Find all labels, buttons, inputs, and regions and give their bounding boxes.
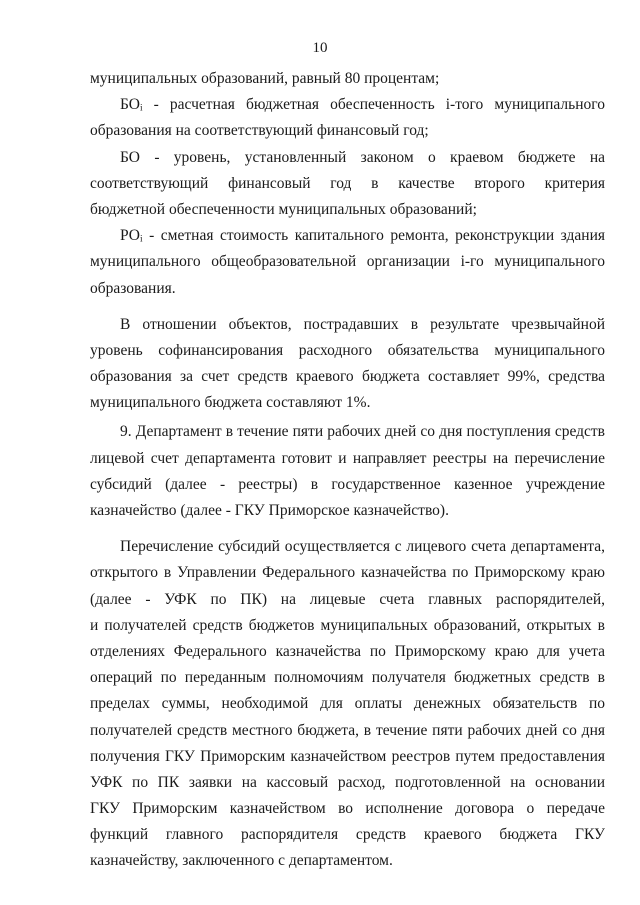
text-line: РОᵢ - сметная стоимость капитального ремонта, реконструкции здания	[120, 227, 605, 245]
document-body	[90, 66, 605, 875]
text-line: субсидий (далее - реестры) в государственное казенное учреждение	[90, 475, 605, 493]
text-line: 9. Департамент в течение пяти рабочих дней со дня поступления средств	[120, 423, 605, 441]
page-number: 10	[312, 40, 328, 56]
text-line: В отношении объектов, пострадавших в результате чрезвычайной	[120, 315, 605, 333]
paragraph-gap	[90, 524, 605, 534]
text-line: муниципального бюджета составляют 1%.	[90, 394, 371, 412]
text-line: операций по переданным полномочиям получателя бюджетных средств в	[90, 669, 605, 687]
text-line: бюджетной обеспеченности муниципальных образований;	[90, 200, 477, 218]
text-line: образования на соответствующий финансовый год;	[90, 122, 429, 140]
text-line: УФК по ПК заявки на кассовый расход, подготовленной на основании	[90, 773, 605, 791]
text-line: получения ГКУ Приморским казначейством реестров путем предоставления	[90, 747, 605, 765]
text-line: (далее - УФК по ПК) на лицевые счета главных распорядителей,	[90, 590, 605, 608]
text-line: открытого в Управлении Федерального казначейства по Приморскому краю	[90, 564, 605, 582]
paragraph-gap	[90, 302, 605, 312]
text-line: отделениях Федерального казначейства по Приморскому краю для учета	[90, 642, 605, 660]
text-line: казначейству, заключенного с департаментом.	[90, 852, 393, 870]
text-line: муниципальных образований, равный 80 процентам;	[90, 70, 440, 87]
text-line: ГКУ Приморским казначейством во исполнение договора о передаче	[90, 800, 605, 818]
text-line: муниципального общеобразовательной организации i-го муниципального	[90, 253, 605, 271]
text-line: лицевой счет департамента готовит и направляет реестры на перечисление	[90, 449, 605, 467]
text-line: соответствующий финансовый год в качестве второго критерия	[90, 174, 605, 192]
text-line: пределах суммы, необходимой для оплаты денежных обязательств по	[90, 695, 605, 713]
text-line: образования.	[90, 279, 176, 297]
text-line: казначейство (далее - ГКУ Приморское казначейство).	[90, 502, 449, 519]
text-line: и получателей средств бюджетов муниципальных образований, открытых в	[90, 616, 605, 634]
text-line: БОᵢ - расчетная бюджетная обеспеченность i-того муниципального	[120, 96, 605, 114]
text-line: Перечисление субсидий осуществляется с лицевого счета департамента,	[120, 538, 605, 556]
text-line: уровень софинансирования расходного обязательства муниципального	[90, 341, 605, 359]
text-line: образования за счет средств краевого бюджета составляет 99%, средства	[90, 368, 605, 386]
text-line: функций главного распорядителя средств краевого бюджета ГКУ	[90, 826, 605, 844]
text-line: получателей средств местного бюджета, в течение пяти рабочих дней со дня	[90, 721, 605, 739]
text-line: БО - уровень, установленный законом о краевом бюджете на	[120, 148, 605, 166]
